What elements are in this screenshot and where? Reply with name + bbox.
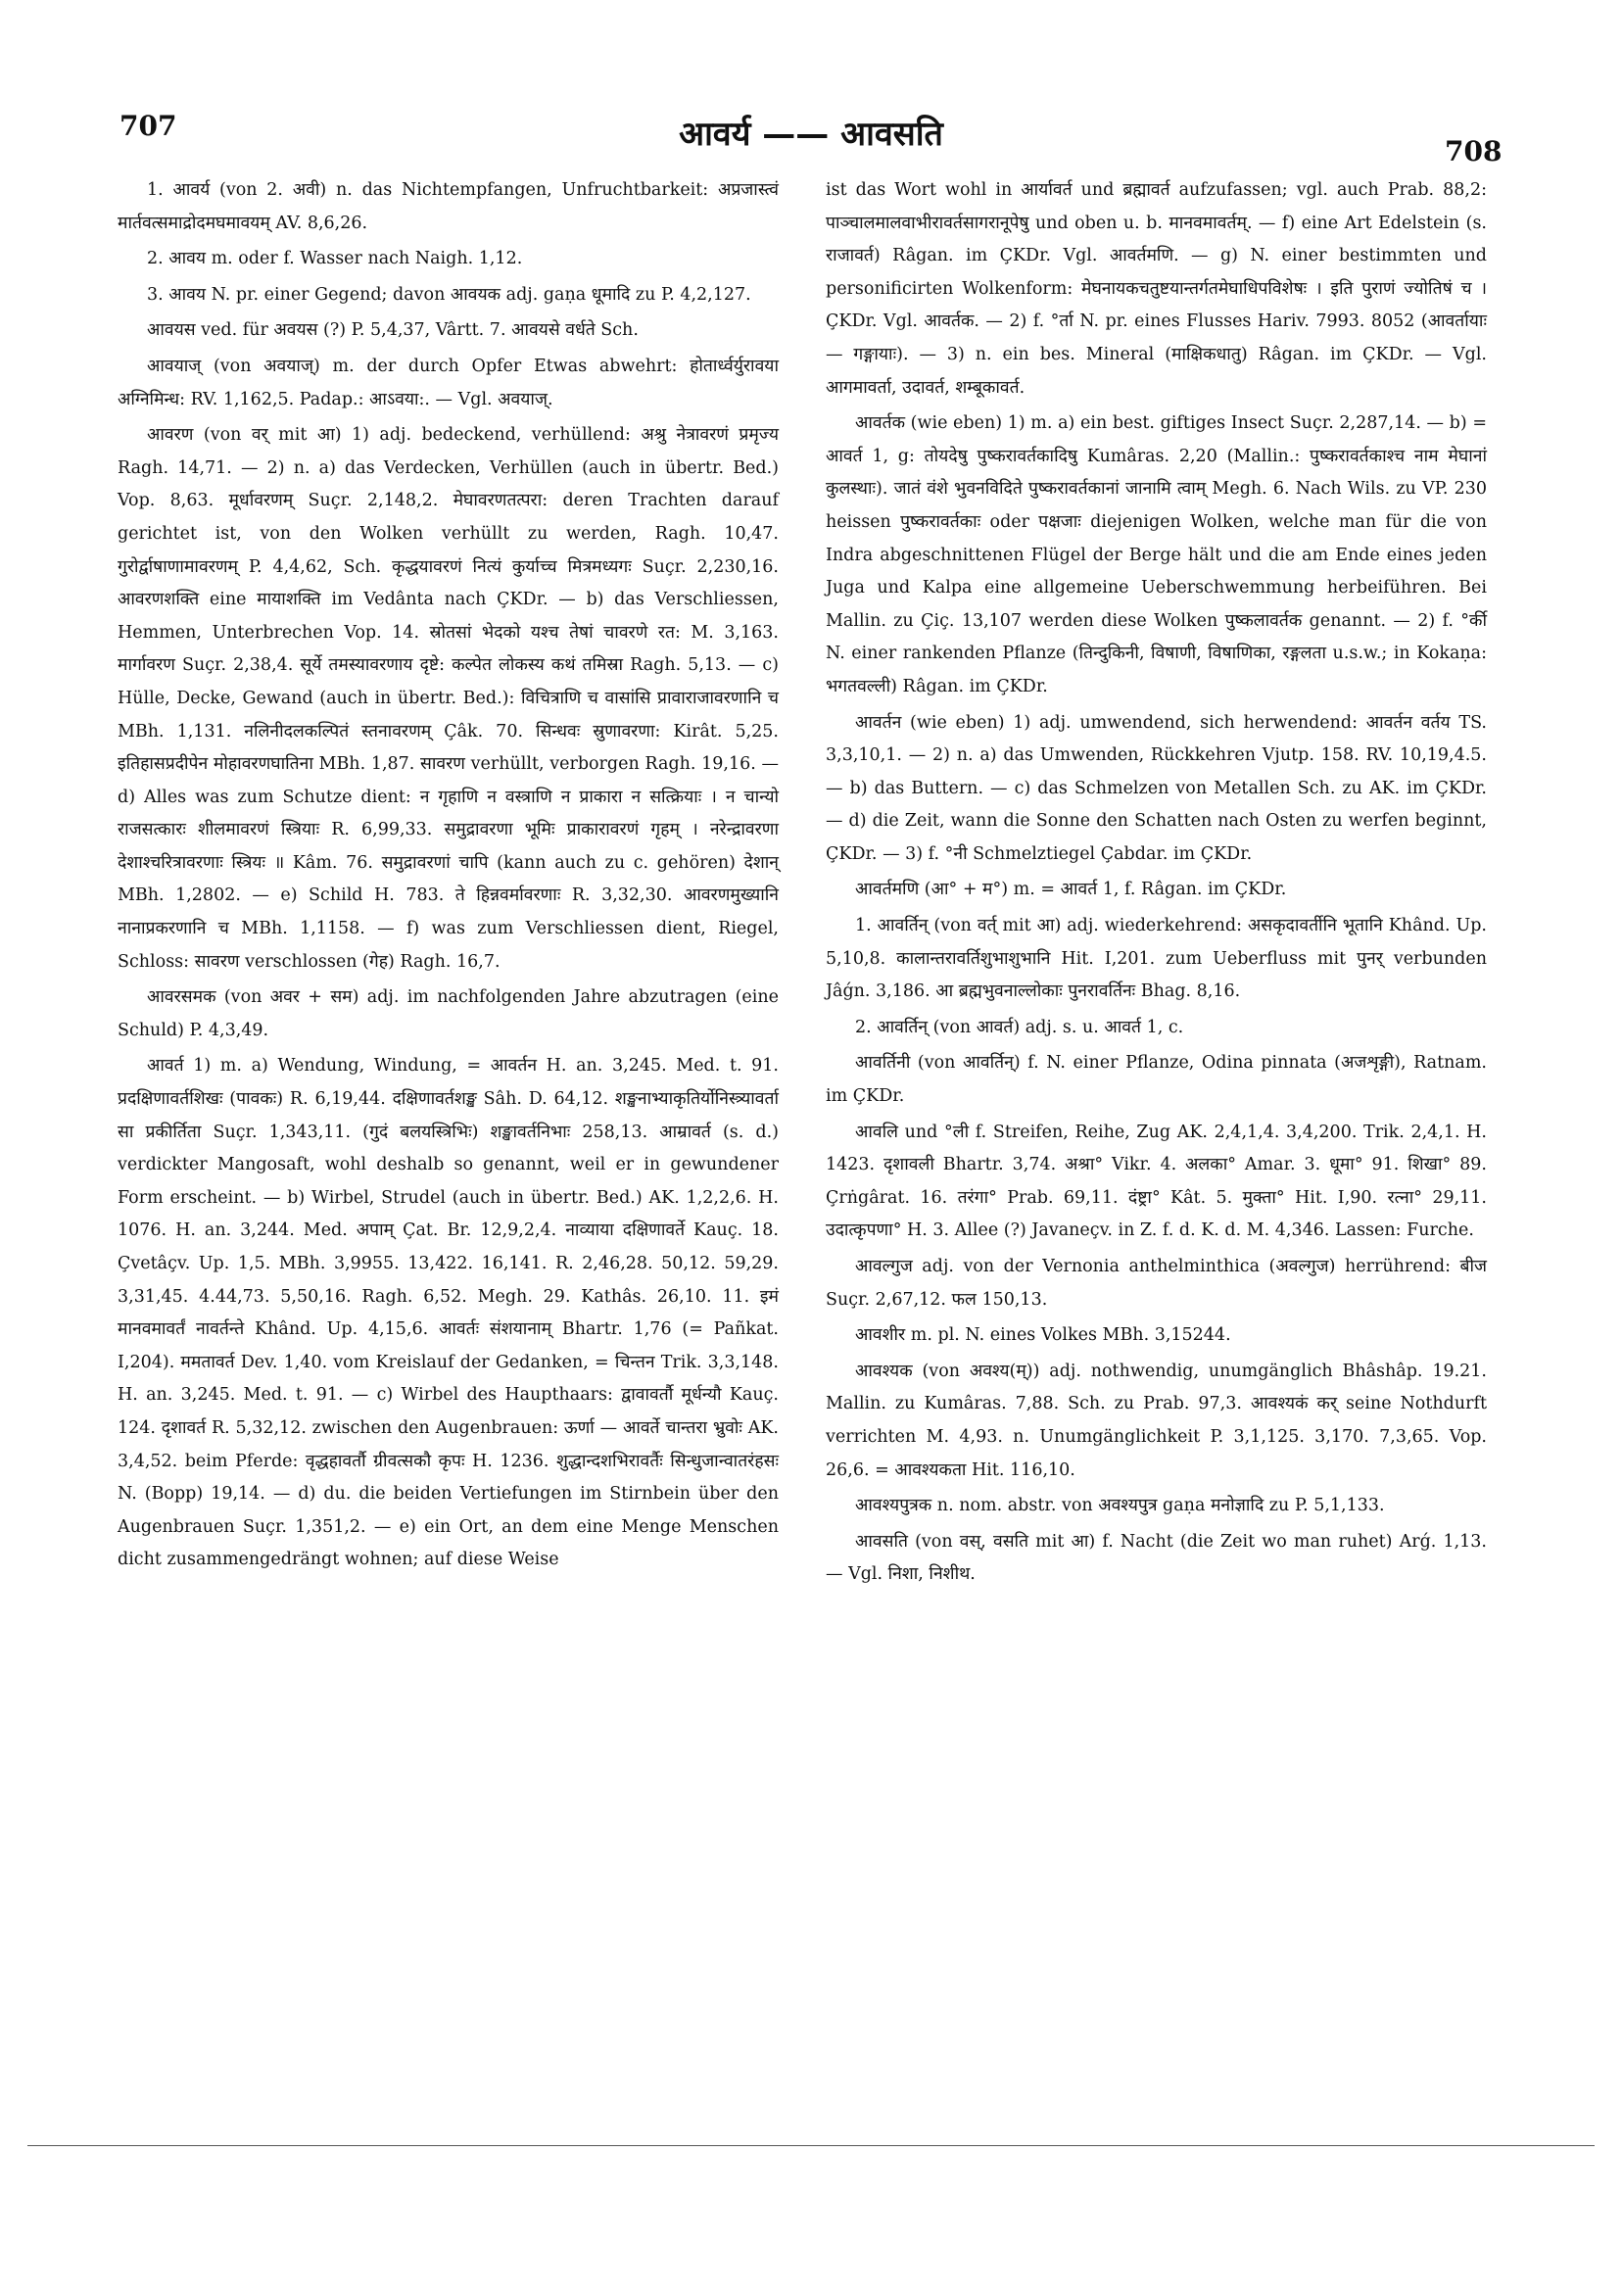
- dictionary-entry: आवर्तिनी (von आवर्तिन्) f. N. einer Pflanze, Odina pinnata (अजशृङ्गी), Ratnam. im ÇKDr.: [826, 1053, 1487, 1107]
- dictionary-entry: आवश्यपुत्रक n. nom. abstr. von अवश्यपुत्र gaṇa मनोज्ञादि zu P. 5,1,133.: [855, 1496, 1385, 1516]
- dictionary-entry: 1. आवर्तिन् (von वर्त् mit आ) adj. wiederkehrend: असकृदावर्तीनि भूतानि Khând. Up. 5,10,8. कालान्तरावर्तिशुभाशुभानि Hit. I,201. zum Ueberfluss mit पुनर् verbunden Jâǵn. 3,186. आ ब्रह्मभुवनाल्लोकाः पुनरावर्तिनः Bhag. 8,16.: [826, 916, 1487, 1002]
- dictionary-entry: आवरसमक (von अवर + सम) adj. im nachfolgenden Jahre abzutragen (eine Schuld) P. 4,3,49.: [118, 987, 779, 1040]
- dictionary-entry: आवर्त 1) m. a) Wendung, Windung, = आवर्तन H. an. 3,245. Med. t. 91. प्रदक्षिणावर्तशिखः (पावकः) R. 6,19,44. दक्षिणावर्तशङ्ख Sâh. D. 64,12. शङ्खनाभ्याकृतिर्योनिस्त्र्यावर्ता सा प्रकीर्तिता Suçr. 1,343,11. (गुदं बलयस्त्रिभिः) शङ्खावर्तनिभाः 258,13. आम्रावर्त (s. d.) verdickter Mangosaft, wohl deshalb so genannt, weil er in gewundener Form erscheint. — b) Wirbel, Strudel (auch in übertr. Bed.) AK. 1,2,2,6. H. 1076. H. an. 3,244. Med. अपाम् Çat. Br. 12,9,2,4. नाव्याया दक्षिणावर्ते Kauç. 18. Çvetâçv. Up. 1,5. MBh. 3,9955. 13,422. 16,141. R. 2,46,28. 50,12. 59,29. 3,31,45. 4.44,73. 5,50,16. Ragh. 6,52. Megh. 29. Kathâs. 26,10. 11. इमं मानवमावर्तं नावर्तन्ते Khând. Up. 4,15,6. आवर्तः संशयानाम् Bhartr. 1,76 (= Pañkat. I,204). ममतावर्त Dev. 1,40. vom Kreislauf der Gedanken, = चिन्तन Trik. 3,3,148. H. an. 3,245. Med. t. 91. — c) Wirbel des Haupthaars: द्वावावर्तौ मूर्धन्यौ Kauç. 124. दृशावर्त R. 5,32,12. zwischen den Augenbrauen: ऊर्णा — आवर्ते चान्तरा भ्रुवोः AK. 3,4,52. beim Pferde: वृद्धहावर्तौ ग्रीवत्सकौ कृपः H. 1236. शुद्धान्दशभिरावर्तैः सिन्धुजान्वातरंहसः N. (Bopp) 19,14. — d) du. die beiden Vertiefungen im Stirnbein über den Augenbrauen Suçr. 1,351,2. — e) ein Ort, an dem eine Menge Menschen dicht zusammengedrängt wohnen; auf diese Weise: [118, 1056, 779, 1570]
- page-number-left: 707: [119, 110, 177, 142]
- dictionary-entry: आवलि und °ली f. Streifen, Reihe, Zug AK. 2,4,1,4. 3,4,200. Trik. 2,4,1. H. 1423. दृशावली Bhartr. 3,74. अश्रा° Vikr. 4. अलका° Amar. 3. धूमा° 91. शिखा° 89. Çrṅgârat. 16. तरंगा° Prab. 69,11. दंष्ट्रा° Kât. 5. मुक्ता° Hit. I,90. रत्ना° 29,11. उदात्कृपणा° H. 3. Allee (?) Javaneçv. in Z. f. d. K. d. M. 4,346. Lassen: Furche.: [826, 1122, 1487, 1241]
- dictionary-entry: आवयाज् (von अवयाज्) m. der durch Opfer Etwas abwehrt: होतार्ध्वर्युरावया अग्निमिन्ध: RV. 1,162,5. Padap.: आऽवया:. — Vgl. अवयाज्.: [118, 356, 779, 409]
- dictionary-entry: 3. आवय N. pr. einer Gegend; davon आवयक adj. gaṇa धूमादि zu P. 4,2,127.: [147, 284, 751, 305]
- dictionary-entry: आवरण (von वर् mit आ) 1) adj. bedeckend, verhüllend: अश्रु नेत्रावरणं प्रमृज्य Ragh. 14,71. — 2) n. a) das Verdecken, Verhüllen (auch in übertr. Bed.) Vop. 8,63. मूर्धावरणम् Suçr. 2,148,2. मेघावरणतत्परा: deren Trachten darauf gerichtet ist, von den Wolken verhüllt zu werden, Ragh. 10,47. गुरोर्द्वाषाणामावरणम् P. 4,4,62, Sch. कृद्धयावरणं नित्यं कुर्याच्च मित्रमध्यगः Suçr. 2,230,16. आवरणशक्ति eine मायाशक्ति im Vedânta nach ÇKDr. — b) das Verschliessen, Hemmen, Unterbrechen Vop. 14. स्रोतसां भेदको यश्च तेषां चावरणे रत: M. 3,163. मार्गावरण Suçr. 2,38,4. सूर्ये तमस्यावरणाय दृष्टे: कल्पेत लोकस्य कथं तमिस्रा Ragh. 5,13. — c) Hülle, Decke, Gewand (auch in übertr. Bed.): विचित्राणि च वासांसि प्रावाराजावरणानि च MBh. 1,131. नलिनीदलकल्पितं स्तनावरणम् Çâk. 70. सिन्धवः स्रुणावरणा: Kirât. 5,25. इतिहासप्रदीपेन मोहावरणघातिना MBh. 1,87. सावरण verhüllt, verborgen Ragh. 19,16. — d) Alles was zum Schutze dient: न गृहाणि न वस्त्राणि न प्राकारा न सत्क्रियाः । न चान्यो राजसत्कारः शीलमावरणं स्त्रियाः R. 6,99,33. समुद्रावरणा भूमिः प्राकारावरणं गृहम् । नरेन्द्रावरणा देशाश्चरित्रावरणाः स्त्रियः ॥ Kâm. 76. समुद्रावरणां चापि (kann auch zu c. gehören) देशान् MBh. 1,2802. — e) Schild H. 783. ते हिन्नवर्मावरणाः R. 3,32,30. आवरणमुख्यानि नानाप्रकरणानि च MBh. 1,1158. — f) was zum Verschliessen dient, Riegel, Schloss: सावरण verschlossen (गेह) Ragh. 16,7.: [118, 425, 779, 972]
- dictionary-entry: आवल्गुज adj. von der Vernonia anthelminthica (अवल्गुज) herrührend: बीज Suçr. 2,67,12. फल 150,13.: [826, 1257, 1487, 1310]
- dictionary-entry-continued: ist das Wort wohl in आर्यावर्त und ब्रह्मावर्त aufzufassen; vgl. auch Prab. 88,2: पाञ्चालमालवाभीरावर्तसागरानूपेषु und oben u. b. मानवमावर्तम्. — f) eine Art Edelstein (s. राजावर्त) Râgan. im ÇKDr. Vgl. आवर्तमणि. — g) N. einer bestimmten und personificirten Wolkenform: मेघनायकचतुष्टयान्तर्गतमेघाधिपविशेषः । इति पुराणं ज्योतिषं च । ÇKDr. Vgl. आवर्तक. — 2) f. °र्ता N. pr. eines Flusses Hariv. 7993. 8052 (आवर्तायाः — गङ्गायाः). — 3) n. ein bes. Mineral (माक्षिकधातु) Râgan. im ÇKDr. — Vgl. आगमावर्ता, उदावर्त, शम्बूकावर्त.: [826, 180, 1487, 398]
- dictionary-entry: आवर्तन (wie eben) 1) adj. umwendend, sich herwendend: आवर्तन वर्तय TS. 3,3,10,1. — 2) n. a) das Umwenden, Rückkehren Vjutp. 158. RV. 10,19,4.5. — b) das Buttern. — c) das Schmelzen von Metallen Sch. zu AK. im ÇKDr. — d) die Zeit, wann die Sonne den Schatten nach Osten zu werfen beginnt, ÇKDr. — 3) f. °नी Schmelztiegel Çabdar. im ÇKDr.: [826, 712, 1487, 864]
- right-column: [826, 174, 1487, 1595]
- dictionary-entry: आवयस ved. für अवयस (?) P. 5,4,37, Vârtt. 7. आवयसे वर्धते Sch.: [147, 320, 639, 341]
- dictionary-entry: 2. आवय m. oder f. Wasser nach Naigh. 1,12.: [147, 249, 523, 269]
- page-number-right: 708: [1445, 135, 1503, 167]
- left-column: [118, 174, 779, 1580]
- dictionary-entry: आवर्तमणि (आ° + म°) m. = आवर्त 1, f. Râgan. im ÇKDr.: [855, 880, 1287, 900]
- dictionary-entry: आवश्यक (von अवश्य(म्)) adj. nothwendig, unumgänglich Bhâshâp. 19.21. Mallin. zu Kumâras. 7,88. Sch. zu Prab. 97,3. आवश्यकं कर् seine Nothdurft verrichten M. 4,93. n. Unumgänglichkeit P. 3,1,125. 3,170. 7,3,65. Vop. 26,6. = आवश्यकता Hit. 116,10.: [826, 1361, 1487, 1480]
- dictionary-entry: 2. आवर्तिन् (von आवर्त) adj. s. u. आवर्त 1, c.: [855, 1017, 1184, 1037]
- dictionary-entry: 1. आवर्य (von 2. अवी) n. das Nichtempfangen, Unfruchtbarkeit: अप्रजास्त्वं मार्तवत्समाद्रोदमघमावयम् AV. 8,6,26.: [118, 180, 779, 233]
- dictionary-entry: आवसति (von वस्, वसति mit आ) f. Nacht (die Zeit wo man ruhet) Arǵ. 1,13. — Vgl. निशा, निशीथ.: [826, 1531, 1487, 1585]
- dictionary-entry: आवर्तक (wie eben) 1) m. a) ein best. giftiges Insect Suçr. 2,287,14. — b) = आवर्त 1, g: तोयदेषु पुष्करावर्तकादिषु Kumâras. 2,20 (Mallin.: पुष्करावर्तकाश्च नाम मेघानां कुलस्थाः). जातं वंशे भुवनविदिते पुष्करावर्तकानां जानामि त्वाम् Megh. 6. Nach Wils. zu VP. 230 heissen पुष्करावर्तकाः oder पक्षजाः diejenigen Wolken, welche man für die von Indra abgeschnittenen Flügel der Berge hält und die am Ende eines jeden Juga und Kalpa eine allgemeine Ueberschwemmung herbeiführen. Bei Mallin. zu Çiç. 13,107 werden diese Wolken पुष्कलावर्तक genannt. — 2) f. °र्की N. einer rankenden Pflanze (तिन्दुकिनी, विषाणी, विषाणिका, रङ्गलता u.s.w.; in Kokaṇa: भगतवल्ली) Râgan. im ÇKDr.: [826, 413, 1487, 696]
- dictionary-entry: आवशीर m. pl. N. eines Volkes MBh. 3,15244.: [855, 1325, 1231, 1346]
- bottom-rule: [27, 2145, 1595, 2146]
- running-header: आवर्य —— आवसति: [679, 115, 943, 154]
